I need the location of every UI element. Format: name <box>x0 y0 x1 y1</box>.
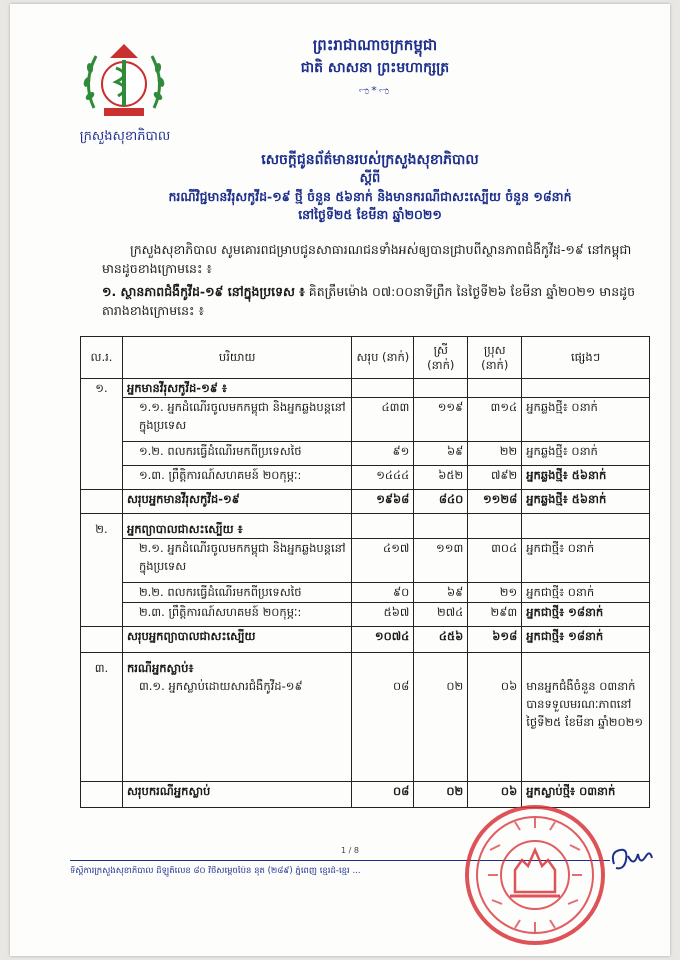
covid-status-table <box>80 336 650 808</box>
row-description: ៣.១. អ្នកស្លាប់ដោយសារជំងឺកូវីដ-១៩ <box>122 677 351 781</box>
row-female: ៦៩ <box>414 583 468 603</box>
header-no: ល.រ. <box>81 337 123 379</box>
row-other: មានអ្នកជំងឺចំនួន ០៣នាក់ បានទទួលមរណៈភាពនៅ ថ្ងៃទី២៥ ខែមីនា ឆ្នាំ២០២១ <box>522 677 650 781</box>
table-row <box>81 398 650 442</box>
row-male: ៣០៤ <box>468 539 522 583</box>
table-total-row <box>81 627 650 653</box>
row-female: ១១៣ <box>414 539 468 583</box>
table-row <box>81 442 650 466</box>
row-female: ១១៩ <box>414 398 468 442</box>
document-title <box>160 150 580 224</box>
row-male: ៣១៤ <box>468 398 522 442</box>
total-female: ០២ <box>414 781 468 807</box>
row-description: ១.៣. ព្រឹត្តិការណ៍សហគមន៍ ២០កុម្ភៈ: <box>122 466 351 490</box>
national-motto: ជាតិ សាសនា ព្រះមហាក្សត្រ <box>300 60 450 76</box>
total-male: ១១២៨ <box>468 490 522 514</box>
row-male: ៧៩២ <box>468 466 522 490</box>
page-number: 1 / 8 <box>341 846 359 855</box>
total-value: ១៩៦៨ <box>352 490 414 514</box>
total-other: អ្នកឆ្លងថ្មី៖ ៥៦នាក់ <box>522 490 650 514</box>
row-total: ០៨ <box>352 677 414 781</box>
header-total: សរុប (នាក់) <box>352 337 414 379</box>
table-row <box>81 583 650 603</box>
row-male: ២១ <box>468 583 522 603</box>
row-total: ៤១៧ <box>352 539 414 583</box>
row-other: អ្នកឆ្លងថ្មី៖ ០នាក់ <box>522 442 650 466</box>
group-number: ៣. <box>81 653 123 782</box>
row-description: ១.១. អ្នកដំណើរចូលមកកម្ពុជា និងអ្នកឆ្លងបន្តនៅក្នុងប្រទេស <box>122 398 351 442</box>
total-male: ៦១៨ <box>468 627 522 653</box>
group-number: ១. <box>81 379 123 490</box>
row-description: ២.២. ពលករធ្វើដំណើរមកពីប្រទេសថៃ <box>122 583 351 603</box>
total-value: ០៨ <box>352 781 414 807</box>
row-other: អ្នកជាថ្មី៖ ០នាក់ <box>522 583 650 603</box>
row-other: អ្នកឆ្លងថ្មី៖ ៥៦នាក់ <box>522 466 650 490</box>
section-1 <box>102 282 650 320</box>
table-total-row <box>81 490 650 514</box>
total-female: ៨៤០ <box>414 490 468 514</box>
row-female: ៦៥២ <box>414 466 468 490</box>
total-other: អ្នកជាថ្មី៖ ១៨នាក់ <box>522 627 650 653</box>
table-row <box>81 653 650 678</box>
ornament-divider: ಌ*ಌ <box>358 84 392 97</box>
row-female: ០២ <box>414 677 468 781</box>
table-row <box>81 379 650 398</box>
row-total: ៤៣៣ <box>352 398 414 442</box>
total-male: ០៦ <box>468 781 522 807</box>
intro-paragraph: ក្រសួងសុខាភិបាល សូមគោរពជម្រាបជូនសាធារណជនទាំងអស់ឲ្យបានជ្រាបពីស្ថានភាពជំងឺកូវីដ-១៩ នៅកម្ពុជា មានដូចខាងក្រោមនេះ ៖ <box>102 242 632 276</box>
section-1-heading: ១. ស្ថានភាពជំងឺកូវីដ-១៩ នៅក្នុងប្រទេស ៖ <box>102 284 305 299</box>
header-female: ស្រី (នាក់) <box>414 337 468 379</box>
header-male: ប្រុស (នាក់) <box>468 337 522 379</box>
table-header-row <box>81 337 650 379</box>
footer-address: ទីស្តីការក្រសួងសុខាភិបាល ដីឡូតិ៍លេខ ៨០ វិថីសម្តេចប៉ែន នុត (២៨៩) ភ្នំពេញ ខ្មេរដំ-ខ្មេរ ... <box>70 866 361 876</box>
ministry-logo <box>74 38 174 126</box>
total-description: សរុបអ្នកមានវីរុសកូវីដ-១៩ <box>122 490 351 514</box>
row-description: ២.១. អ្នកដំណើរចូលមកកម្ពុជា និងអ្នកឆ្លងបន្តនៅក្នុងប្រទេស <box>122 539 351 583</box>
row-description: ២.៣. ព្រឹត្តិការណ៍សហគមន៍ ២០កុម្ភៈ: <box>122 603 351 627</box>
row-other: អ្នកជាថ្មី៖ ០នាក់ <box>522 539 650 583</box>
table-row <box>81 677 650 781</box>
row-other: អ្នកឆ្លងថ្មី៖ ០នាក់ <box>522 398 650 442</box>
total-description: សរុបអ្នកព្យាបាលជាសះស្បើយ <box>122 627 351 653</box>
title-line-2: ស្តីពី <box>359 171 381 186</box>
header-description: បរិយាយ <box>122 337 351 379</box>
document-page <box>10 4 670 956</box>
group-number: ២. <box>81 514 123 627</box>
header-other: ផ្សេងៗ <box>522 337 650 379</box>
row-male: ២២ <box>468 442 522 466</box>
ministry-name: ក្រសួងសុខាភិបាល <box>79 129 171 144</box>
group-title: អ្នកមានវីរុសកូវីដ-១៩ ៖ <box>122 379 351 398</box>
title-line-4: នៅថ្ងៃទី២៥ ខែមីនា ឆ្នាំ២០២១ <box>298 207 442 222</box>
group-title: អ្នកព្យាបាលជាសះស្បើយ ៖ <box>122 514 351 539</box>
table-row <box>81 539 650 583</box>
row-total: ១៤៤៤ <box>352 466 414 490</box>
total-female: ៤៥៦ <box>414 627 468 653</box>
group-title: ករណីអ្នកស្លាប់៖ <box>122 653 351 678</box>
kingdom-heading: ព្រះរាជាណាចក្រកម្ពុជា <box>312 36 438 54</box>
row-total: ៩០ <box>352 583 414 603</box>
table-row <box>81 466 650 490</box>
table-row <box>81 603 650 627</box>
table-row <box>81 514 650 539</box>
row-female: ២៧៤ <box>414 603 468 627</box>
row-female: ៦៩ <box>414 442 468 466</box>
row-total: ៥៦៧ <box>352 603 414 627</box>
official-stamp <box>460 800 610 950</box>
row-male: ០៦ <box>468 677 522 781</box>
title-line-3: ករណីវិជ្ជមានវីរុសកូវីដ-១៩ ថ្មី ចំនួន ៥៦នាក់ និងមានករណីជាសះស្បើយ ចំនួន ១៨នាក់ <box>168 189 572 204</box>
row-other: អ្នកជាថ្មី៖ ១៨នាក់ <box>522 603 650 627</box>
title-line-1: សេចក្តីជូនព័ត៌មានរបស់ក្រសួងសុខាភិបាល <box>261 152 479 168</box>
row-male: ២៩៣ <box>468 603 522 627</box>
total-description: សរុបករណីអ្នកស្លាប់ <box>122 781 351 807</box>
row-total: ៩១ <box>352 442 414 466</box>
signature-mark <box>606 842 656 876</box>
total-value: ១០៧៤ <box>352 627 414 653</box>
total-other: អ្នកស្លាប់ថ្មី៖ ០៣នាក់ <box>522 781 650 807</box>
section-1-text: គិតត្រឹមម៉ោង ០៧:០០នាទីព្រឹក នៃថ្ងៃទី២៦ ខែមីនា ឆ្នាំ២០២១ មានដូចតារាងខាងក្រោមនេះ ៖ <box>102 284 635 318</box>
row-description: ១.២. ពលករធ្វើដំណើរមកពីប្រទេសថៃ <box>122 442 351 466</box>
